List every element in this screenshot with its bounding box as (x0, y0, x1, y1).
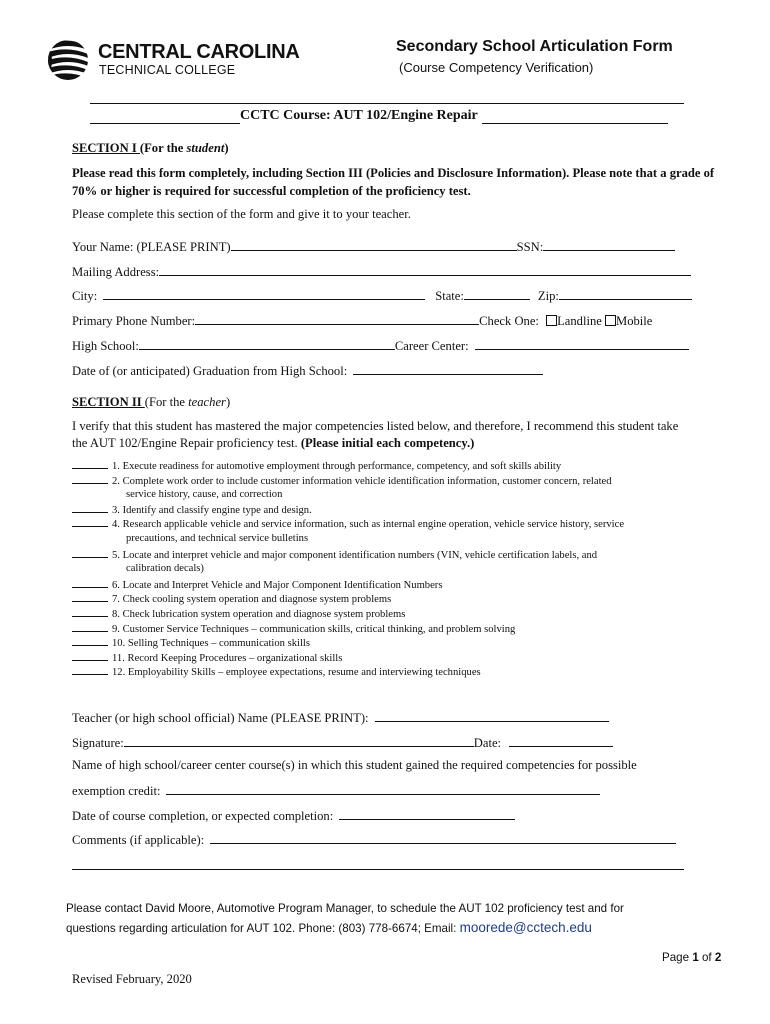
teacher-name-row (72, 709, 609, 726)
course-title-text: CCTC Course: AUT 102/Engine Repair (240, 108, 478, 123)
exemption-input[interactable] (166, 782, 600, 795)
page-total: 2 (714, 951, 722, 964)
completion-input[interactable] (339, 807, 515, 820)
section1-heading-suffix: (For the (139, 141, 187, 155)
ssn-input[interactable] (543, 238, 675, 251)
section2-heading (72, 395, 230, 410)
initial-input[interactable] (72, 474, 108, 484)
phone-input[interactable] (195, 312, 479, 325)
contact-line1: Please contact David Moore, Automotive Program Manager, to schedule the AUT 102 proficiency test and for (66, 902, 624, 915)
city-label: City: (72, 289, 98, 303)
comments-input-line2[interactable] (72, 869, 684, 870)
landline-label: Landline (557, 314, 602, 328)
competency-item-cont (72, 562, 204, 577)
globe-logo-icon (46, 38, 92, 82)
comments-input[interactable] (210, 831, 676, 844)
competency-text: 7. Check cooling system operation and diagnose system problems (112, 594, 392, 606)
section1-label: SECTION I (72, 141, 140, 155)
competency-text: 4. Research applicable vehicle and service information, such as internal engine operation, vehicle service history, service (112, 519, 625, 531)
page-number (662, 951, 721, 964)
contact-text: questions regarding articulation for AUT 102. Phone: (803) 778-6674; Email: (66, 922, 460, 935)
teacher-name-input[interactable] (375, 709, 609, 722)
signature-row (72, 734, 613, 751)
city-row (72, 287, 692, 304)
competency-text: 5. Locate and interpret vehicle and major component identification numbers (VIN, vehicle certification labels, and (112, 549, 598, 561)
competency-item (72, 503, 312, 519)
school-row (72, 337, 689, 354)
state-input[interactable] (464, 287, 530, 300)
competency-text: 1. Execute readiness for automotive employment through performance, competency, and soft skills ability (112, 461, 562, 472)
competency-item (72, 622, 515, 638)
form-title: Secondary School Articulation Form (396, 38, 673, 55)
initial-input[interactable] (72, 636, 108, 646)
competency-item (72, 578, 442, 594)
competency-text: 10. Selling Techniques – communication skills (112, 638, 310, 650)
section1-instruction-plain: Please complete this section of the form and give it to your teacher. (72, 207, 411, 221)
title-rule-top (90, 103, 684, 104)
section1-heading-close: ) (224, 141, 229, 155)
teacher-name-label: Teacher (or high school official) Name (PLEASE PRINT): (72, 711, 369, 725)
exemption-row (72, 782, 600, 799)
competency-item (72, 592, 391, 608)
section1-role: student (186, 141, 225, 155)
section2-role: teacher (188, 395, 226, 409)
competency-item (72, 459, 561, 475)
verify-bold: (Please initial each competency.) (300, 436, 475, 450)
section2-heading-close: ) (225, 395, 231, 409)
competency-item (72, 651, 342, 667)
verify-text: I verify that this student has mastered the major competencies listed below, and therefore, I recommend this student take the AUT 102/Engine Repair proficiency test. (72, 419, 679, 450)
verify-statement (72, 418, 682, 452)
competency-item (72, 636, 310, 652)
competency-item-cont (72, 532, 308, 547)
competency-text: 3. Identify and classify engine type and design. (112, 504, 312, 516)
signature-input[interactable] (124, 734, 474, 747)
competency-item (72, 517, 624, 533)
initial-input[interactable] (72, 651, 108, 661)
competency-text: 2. Complete work order to include customer information vehicle identification information, customer concern, related (112, 475, 612, 487)
contact-line2 (66, 920, 592, 935)
graduation-row (72, 362, 543, 379)
page-of: of (698, 951, 715, 964)
date-label: Date: (473, 736, 502, 750)
section2-heading-suffix: (For the (144, 395, 189, 409)
competency-text: calibration decals) (126, 563, 204, 575)
course-name-line1: Name of high school/career center course(s) in which this student gained the required competencies for possible (72, 758, 637, 772)
initial-input[interactable] (72, 548, 108, 558)
competency-item (72, 665, 481, 681)
ssn-label: SSN: (516, 240, 544, 254)
competency-list (0, 459, 770, 689)
date-input[interactable] (509, 734, 613, 747)
competency-text: service history, cause, and correction (126, 489, 283, 501)
competency-item-cont (72, 488, 282, 503)
section1-instructions: Please read this form completely, including Section III (Policies and Disclosure Information). Please note that a grade of 70% or higher is required for successful completion of the proficiency test. (72, 166, 715, 198)
high-school-input[interactable] (139, 337, 395, 350)
form-subtitle: (Course Competency Verification) (399, 60, 594, 75)
revised-date: Revised February, 2020 (72, 972, 192, 986)
logo-subname: TECHNICAL COLLEGE (99, 63, 236, 77)
competency-item (72, 607, 405, 623)
check-one-label: Check One: (479, 314, 539, 328)
phone-label: Primary Phone Number: (72, 314, 196, 328)
name-label: Your Name: (PLEASE PRINT) (72, 240, 231, 254)
mailing-label: Mailing Address: (72, 265, 160, 279)
competency-text: 12. Employability Skills – employee expectations, resume and interviewing techniques (112, 667, 481, 679)
completion-label: Date of course completion, or expected completion: (72, 809, 334, 823)
zip-label: Zip: (537, 289, 559, 303)
initial-input[interactable] (72, 578, 108, 588)
competency-text: 11. Record Keeping Procedures – organizational skills (112, 652, 343, 664)
city-input[interactable] (103, 287, 425, 300)
mailing-input[interactable] (159, 263, 691, 276)
section1-heading (72, 141, 229, 156)
initial-input[interactable] (72, 459, 108, 469)
initial-input[interactable] (72, 622, 108, 632)
competency-item (72, 474, 612, 490)
initial-input[interactable] (72, 517, 108, 527)
page-label: Page (662, 951, 693, 964)
logo-name: CENTRAL CAROLINA (98, 41, 300, 63)
initial-input[interactable] (72, 503, 108, 513)
course-title (90, 108, 684, 124)
competency-item (72, 548, 597, 564)
graduation-input[interactable] (353, 362, 543, 375)
initial-input[interactable] (72, 592, 108, 602)
graduation-label: Date of (or anticipated) Graduation from High School: (72, 364, 348, 378)
comments-label: Comments (if applicable): (72, 833, 205, 847)
competency-text: precautions, and technical service bulletins (126, 533, 309, 544)
career-center-input[interactable] (475, 337, 689, 350)
landline-checkbox[interactable] (546, 315, 557, 326)
mailing-row (72, 263, 691, 280)
state-label: State: (435, 289, 464, 303)
initial-input[interactable] (72, 607, 108, 617)
page-current: 1 (692, 951, 699, 964)
phone-row (72, 312, 652, 329)
zip-input[interactable] (559, 287, 692, 300)
mobile-checkbox[interactable] (605, 315, 616, 326)
high-school-label: High School: (72, 339, 139, 353)
college-logo (46, 38, 300, 82)
section2-label: SECTION II (72, 395, 145, 409)
competency-text: 6. Locate and Interpret Vehicle and Major Component Identification Numbers (112, 579, 443, 591)
email-link[interactable]: moorede@cctech.edu (459, 920, 592, 935)
mobile-label: Mobile (616, 314, 653, 328)
signature-label: Signature: (72, 736, 124, 750)
competency-text: 8. Check lubrication system operation and diagnose system problems (112, 609, 406, 620)
initial-input[interactable] (72, 665, 108, 675)
comments-row (72, 831, 676, 848)
exemption-label: exemption credit: (72, 784, 161, 798)
career-center-label: Career Center: (394, 339, 469, 353)
name-row (72, 238, 675, 255)
competency-text: 9. Customer Service Techniques – communication skills, critical thinking, and problem solving (112, 623, 516, 635)
name-input[interactable] (231, 238, 517, 251)
completion-row (72, 807, 515, 824)
